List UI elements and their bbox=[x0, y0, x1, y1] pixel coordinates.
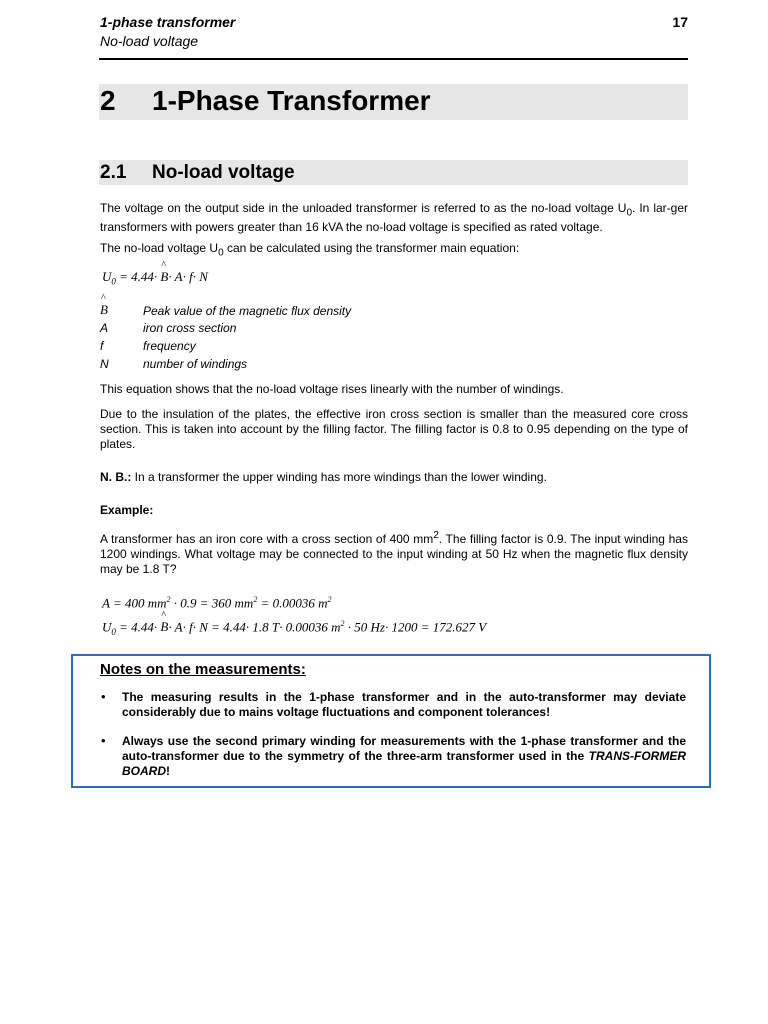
example-calculation-voltage: $U_0 = 4.44\cdot$ ^ B· A· f· N = 4.44· 1.8 T· 0.00036 $m^2 \cdot 50$ Hz· 1200 = 172.627 V bbox=[102, 619, 486, 637]
intro-paragraph-1: The voltage on the output side in the unloaded transformer is referred to as the no-load voltage $U_0$. In lar-ger transformers with powers greater than 16 kVA the no-load voltage is specified as rated voltage. bbox=[100, 201, 689, 235]
legend-symbol: ^ B bbox=[100, 302, 130, 318]
bullet-icon: • bbox=[101, 689, 106, 704]
example-calculation-area: A = 400 $mm^2 \cdot 0.9 = 360$ $mm^2 = 0.00036$ $m^2$ bbox=[102, 595, 332, 611]
running-header-subtitle: No-load voltage bbox=[100, 33, 199, 49]
legend-definition: Peak value of the magnetic flux density bbox=[143, 304, 352, 318]
section-title: No-load voltage bbox=[152, 162, 295, 183]
legend-definition: frequency bbox=[143, 339, 196, 353]
legend-symbol: f bbox=[100, 339, 104, 353]
running-header-title: 1-phase transformer bbox=[100, 14, 236, 30]
note-bene: N. B.: In a transformer the upper winding has more windings than the lower winding. bbox=[100, 470, 547, 484]
body-paragraph: Due to the insulation of the plates, the effective iron cross section is smaller than the measured core cross section. This is taken into account by the filling factor. The filling factor is 0.8 to 0.95 depending on the type of plates. bbox=[100, 407, 688, 451]
bullet-icon: • bbox=[101, 733, 106, 748]
section-number: 2.1 bbox=[100, 162, 127, 183]
legend-definition: iron cross section bbox=[143, 321, 237, 335]
legend-definition: number of windings bbox=[143, 357, 248, 371]
body-paragraph: This equation shows that the no-load voltage rises linearly with the number of windings. bbox=[100, 382, 564, 396]
page-number: 17 bbox=[672, 14, 688, 30]
notes-item: Always use the second primary winding for measurements with the 1-phase transformer and the auto-transformer due to the symmetry of the three-arm transformer used in the TRANS-FORMER BOARD! bbox=[122, 734, 686, 778]
chapter-number: 2 bbox=[100, 85, 116, 116]
example-heading: Example: bbox=[100, 503, 154, 517]
notes-title: Notes on the measurements: bbox=[100, 661, 306, 678]
header-divider bbox=[99, 58, 688, 60]
main-equation: $U_0 = 4.44\cdot$ ^ B· A· f· N bbox=[102, 269, 208, 287]
legend-symbol: N bbox=[100, 357, 109, 371]
notes-item: The measuring results in the 1-phase transformer and in the auto-transformer may deviate considerably due to mains voltage fluctuations and component tolerances! bbox=[122, 690, 686, 719]
intro-paragraph-2: The no-load voltage $U_0$ can be calculated using the transformer main equation: bbox=[100, 241, 520, 259]
chapter-title: 1-Phase Transformer bbox=[152, 85, 431, 116]
example-text: A transformer has an iron core with a cross section of 400 $mm^2$. The filling factor is 0.9. The input winding has 1200 windings. What voltage may be connected to the input winding at 50 Hz when the magnetic flux density may be 1.8 T? bbox=[100, 530, 688, 576]
legend-symbol: A bbox=[100, 321, 109, 335]
